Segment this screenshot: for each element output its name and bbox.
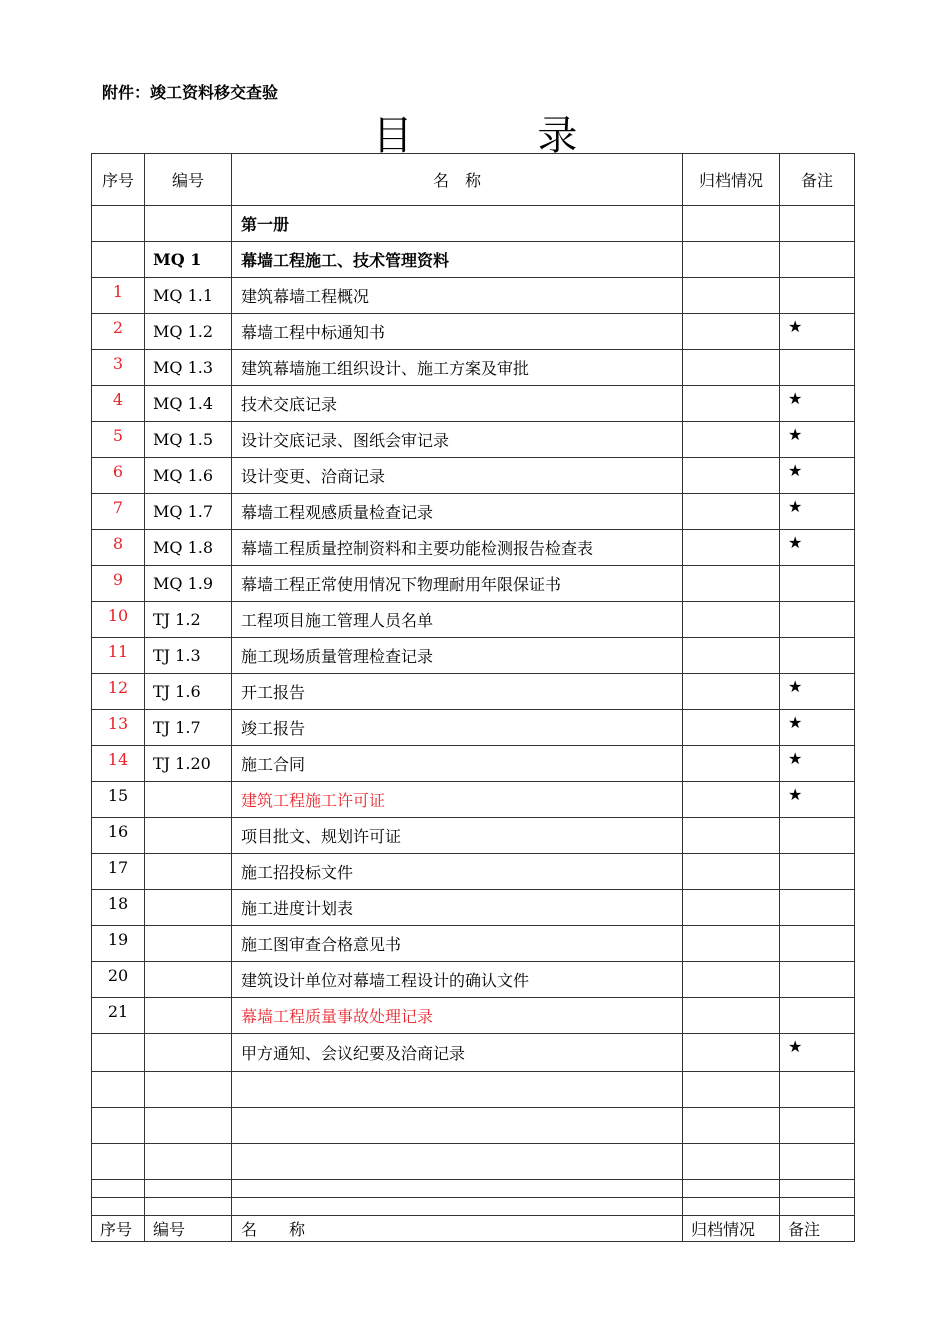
row-note-cell [780, 602, 855, 638]
header-row [92, 154, 855, 206]
row-name: 幕墙工程中标通知书 [232, 314, 683, 350]
row-note-cell [780, 1072, 855, 1108]
star-icon: ★ [780, 314, 855, 350]
row-note-cell [780, 854, 855, 890]
table-row [92, 1034, 855, 1072]
row-archive-cell [683, 638, 780, 674]
row-archive-cell [683, 710, 780, 746]
star-icon: ★ [780, 386, 855, 422]
header-num: 序号 [92, 154, 145, 206]
row-name: 建筑幕墙施工组织设计、施工方案及审批 [232, 350, 683, 386]
page-title: 目 录 [372, 113, 634, 159]
row-name: 幕墙工程质量事故处理记录 [232, 998, 683, 1034]
table-row [92, 818, 855, 854]
row-number: 8 [92, 530, 145, 566]
row-archive-cell [683, 494, 780, 530]
row-name: 开工报告 [232, 674, 683, 710]
row-code: MQ 1.9 [145, 566, 232, 602]
row-archive-cell [683, 566, 780, 602]
row-name: 施工合同 [232, 746, 683, 782]
row-name [232, 1108, 683, 1144]
row-archive-cell [683, 926, 780, 962]
table-row [92, 494, 855, 530]
table-row [92, 962, 855, 998]
row-number [92, 1108, 145, 1144]
row-archive-cell [683, 386, 780, 422]
row-archive-cell [683, 746, 780, 782]
row-code: MQ 1.1 [145, 278, 232, 314]
row-note-cell [780, 206, 855, 242]
row-code [145, 1108, 232, 1144]
row-name: 施工图审查合格意见书 [232, 926, 683, 962]
table-row [92, 530, 855, 566]
table-row [92, 890, 855, 926]
footer-note: 备注 [780, 1216, 855, 1242]
row-code [145, 1144, 232, 1180]
header-code: 编号 [145, 154, 232, 206]
row-archive-cell [683, 422, 780, 458]
row-name: 施工现场质量管理检查记录 [232, 638, 683, 674]
row-name: 幕墙工程施工、技术管理资料 [232, 242, 683, 278]
table-row [92, 674, 855, 710]
row-name: 施工进度计划表 [232, 890, 683, 926]
row-number [92, 1072, 145, 1108]
footer-num: 序号 [92, 1216, 145, 1242]
row-code [145, 1034, 232, 1072]
row-code [145, 962, 232, 998]
row-code [145, 890, 232, 926]
row-name: 第一册 [232, 206, 683, 242]
row-note-cell [780, 278, 855, 314]
row-number: 14 [92, 746, 145, 782]
row-name: 竣工报告 [232, 710, 683, 746]
header-name: 名 称 [232, 154, 683, 206]
table-row [92, 458, 855, 494]
table-row [92, 242, 855, 278]
row-number: 2 [92, 314, 145, 350]
row-code: TJ 1.2 [145, 602, 232, 638]
table-row [92, 746, 855, 782]
row-code: TJ 1.20 [145, 746, 232, 782]
row-number: 4 [92, 386, 145, 422]
table-row [92, 710, 855, 746]
row-number [92, 1180, 145, 1198]
row-name [232, 1180, 683, 1198]
row-archive-cell [683, 1198, 780, 1216]
row-number: 16 [92, 818, 145, 854]
row-note-cell [780, 1198, 855, 1216]
star-icon: ★ [780, 746, 855, 782]
row-archive-cell [683, 602, 780, 638]
row-archive-cell [683, 206, 780, 242]
row-archive-cell [683, 242, 780, 278]
row-name: 甲方通知、会议纪要及洽商记录 [232, 1034, 683, 1072]
row-number [92, 1144, 145, 1180]
row-note-cell [780, 638, 855, 674]
row-note-cell [780, 350, 855, 386]
row-archive-cell [683, 1180, 780, 1198]
row-name: 幕墙工程观感质量检查记录 [232, 494, 683, 530]
row-name: 建筑工程施工许可证 [232, 782, 683, 818]
row-name: 幕墙工程正常使用情况下物理耐用年限保证书 [232, 566, 683, 602]
row-archive-cell [683, 458, 780, 494]
row-code: MQ 1.3 [145, 350, 232, 386]
row-name: 设计交底记录、图纸会审记录 [232, 422, 683, 458]
table-row [92, 854, 855, 890]
row-note-cell [780, 962, 855, 998]
row-archive-cell [683, 818, 780, 854]
row-archive-cell [683, 1144, 780, 1180]
row-number: 6 [92, 458, 145, 494]
row-name: 项目批文、规划许可证 [232, 818, 683, 854]
table-row [92, 278, 855, 314]
row-code: TJ 1.6 [145, 674, 232, 710]
row-archive-cell [683, 890, 780, 926]
table-row [92, 998, 855, 1034]
table-row [92, 1144, 855, 1180]
row-code [145, 206, 232, 242]
toc-body [92, 154, 855, 1242]
row-code: MQ 1.7 [145, 494, 232, 530]
star-icon: ★ [780, 782, 855, 818]
row-note-cell [780, 1108, 855, 1144]
row-name: 建筑设计单位对幕墙工程设计的确认文件 [232, 962, 683, 998]
row-code [145, 1072, 232, 1108]
row-number [92, 206, 145, 242]
star-icon: ★ [780, 710, 855, 746]
toc-table [91, 153, 855, 1242]
table-row [92, 386, 855, 422]
table-row [92, 422, 855, 458]
row-archive-cell [683, 1108, 780, 1144]
row-number: 5 [92, 422, 145, 458]
table-row [92, 1180, 855, 1198]
table-row [92, 1072, 855, 1108]
table-row [92, 1108, 855, 1144]
row-note-cell [780, 566, 855, 602]
row-code: MQ 1.2 [145, 314, 232, 350]
row-note-cell [780, 1144, 855, 1180]
row-note-cell [780, 890, 855, 926]
row-code [145, 854, 232, 890]
row-archive-cell [683, 350, 780, 386]
row-code: MQ 1.5 [145, 422, 232, 458]
row-code [145, 1180, 232, 1198]
row-archive-cell [683, 530, 780, 566]
table-row [92, 1198, 855, 1216]
header-note: 备注 [780, 154, 855, 206]
footer-row [92, 1216, 855, 1242]
row-name: 施工招投标文件 [232, 854, 683, 890]
row-number: 12 [92, 674, 145, 710]
footer-archive: 归档情况 [683, 1216, 780, 1242]
header-archive: 归档情况 [683, 154, 780, 206]
row-number [92, 242, 145, 278]
row-note-cell [780, 1180, 855, 1198]
row-number: 7 [92, 494, 145, 530]
row-number: 21 [92, 998, 145, 1034]
table-row [92, 566, 855, 602]
row-note-cell [780, 242, 855, 278]
row-name [232, 1144, 683, 1180]
row-code [145, 998, 232, 1034]
star-icon: ★ [780, 458, 855, 494]
row-name [232, 1072, 683, 1108]
row-code: TJ 1.7 [145, 710, 232, 746]
star-icon: ★ [780, 1034, 855, 1072]
star-icon: ★ [780, 422, 855, 458]
row-code: MQ 1.6 [145, 458, 232, 494]
row-number: 10 [92, 602, 145, 638]
row-number: 11 [92, 638, 145, 674]
row-code: TJ 1.3 [145, 638, 232, 674]
row-archive-cell [683, 962, 780, 998]
table-row [92, 314, 855, 350]
table-row [92, 926, 855, 962]
table-row [92, 350, 855, 386]
row-name: 幕墙工程质量控制资料和主要功能检测报告检查表 [232, 530, 683, 566]
row-archive-cell [683, 854, 780, 890]
row-name: 建筑幕墙工程概况 [232, 278, 683, 314]
row-code [145, 782, 232, 818]
footer-name: 名 称 [232, 1216, 683, 1242]
table-row [92, 638, 855, 674]
row-name [232, 1198, 683, 1216]
row-code: MQ 1.8 [145, 530, 232, 566]
attachment-label: 附件：竣工资料移交查验 [102, 83, 279, 102]
row-number: 18 [92, 890, 145, 926]
row-name: 工程项目施工管理人员名单 [232, 602, 683, 638]
row-code: MQ 1.4 [145, 386, 232, 422]
row-archive-cell [683, 1034, 780, 1072]
row-code [145, 1198, 232, 1216]
row-name: 设计变更、洽商记录 [232, 458, 683, 494]
row-number: 1 [92, 278, 145, 314]
row-archive-cell [683, 1072, 780, 1108]
row-archive-cell [683, 782, 780, 818]
row-number: 17 [92, 854, 145, 890]
star-icon: ★ [780, 530, 855, 566]
row-archive-cell [683, 674, 780, 710]
row-archive-cell [683, 278, 780, 314]
row-number: 15 [92, 782, 145, 818]
table-row [92, 782, 855, 818]
table-row [92, 602, 855, 638]
row-note-cell [780, 998, 855, 1034]
row-number: 3 [92, 350, 145, 386]
row-number: 19 [92, 926, 145, 962]
row-note-cell [780, 926, 855, 962]
table-row [92, 206, 855, 242]
star-icon: ★ [780, 674, 855, 710]
footer-code: 编号 [145, 1216, 232, 1242]
row-code [145, 818, 232, 854]
row-number: 9 [92, 566, 145, 602]
row-number [92, 1034, 145, 1072]
row-code: MQ 1 [145, 242, 232, 278]
row-archive-cell [683, 998, 780, 1034]
row-name: 技术交底记录 [232, 386, 683, 422]
row-note-cell [780, 818, 855, 854]
row-number [92, 1198, 145, 1216]
star-icon: ★ [780, 494, 855, 530]
row-number: 20 [92, 962, 145, 998]
row-number: 13 [92, 710, 145, 746]
row-archive-cell [683, 314, 780, 350]
row-code [145, 926, 232, 962]
